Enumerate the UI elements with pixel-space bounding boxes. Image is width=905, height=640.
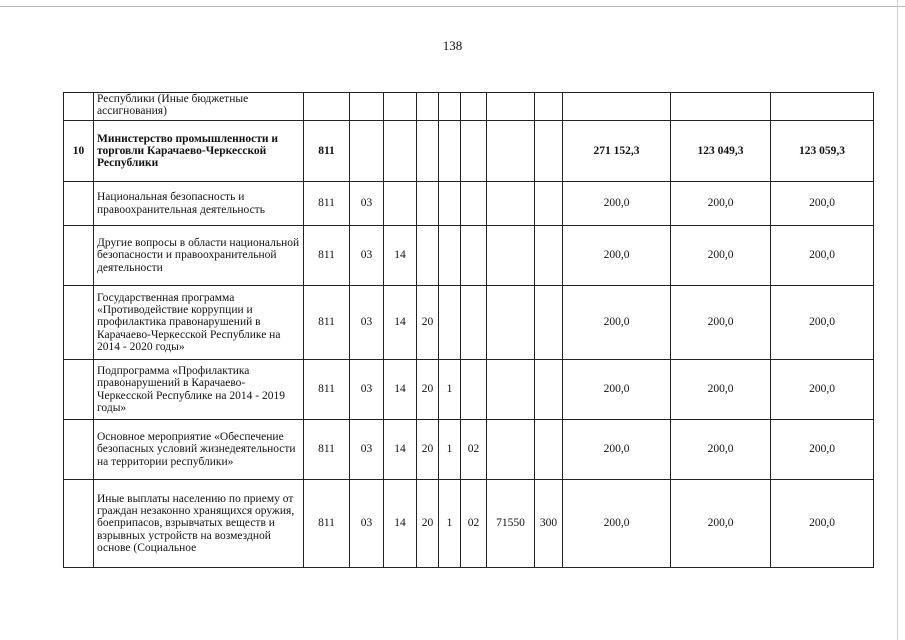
- main-activity-code-cell: 02: [461, 420, 487, 480]
- expense-type-cell: [535, 182, 563, 226]
- subprogram-code-cell: [439, 286, 461, 360]
- amount-year1-cell: 200,0: [563, 226, 671, 286]
- amount-year3-cell: 200,0: [771, 226, 874, 286]
- table-row: [64, 286, 874, 360]
- direction-code-cell: [487, 93, 535, 121]
- main-activity-code-cell: [461, 121, 487, 182]
- direction-code-cell: [487, 360, 535, 420]
- row-number-cell: 10: [64, 121, 94, 182]
- table-row: [64, 226, 874, 286]
- ministry-code-cell: 811: [304, 226, 350, 286]
- subsection-code-cell: 14: [384, 360, 417, 420]
- amount-year1-cell: 200,0: [563, 420, 671, 480]
- ministry-code-cell: 811: [304, 182, 350, 226]
- amount-year1-cell: 200,0: [563, 286, 671, 360]
- ministry-code-cell: [304, 93, 350, 121]
- program-code-cell: [417, 93, 439, 121]
- expense-type-cell: [535, 360, 563, 420]
- subprogram-code-cell: 1: [439, 360, 461, 420]
- subsection-code-cell: [384, 93, 417, 121]
- program-code-cell: [417, 182, 439, 226]
- main-activity-code-cell: [461, 226, 487, 286]
- amount-year3-cell: 200,0: [771, 480, 874, 568]
- row-number-cell: [64, 360, 94, 420]
- amount-year1-cell: 200,0: [563, 182, 671, 226]
- subsection-code-cell: [384, 182, 417, 226]
- direction-code-cell: [487, 286, 535, 360]
- row-number-cell: [64, 93, 94, 121]
- main-activity-code-cell: [461, 360, 487, 420]
- amount-year3-cell: 123 059,3: [771, 121, 874, 182]
- row-name-cell: Другие вопросы в области национальной безопасности и правоохранительной деятельности: [94, 226, 304, 286]
- row-name-cell: Основное мероприятие «Обеспечение безопасных условий жизнедеятельности на территории республики»: [94, 420, 304, 480]
- main-activity-code-cell: [461, 286, 487, 360]
- row-name-cell: Министерство промышленности и торговли Карачаево-Черкесской Республики: [94, 121, 304, 182]
- amount-year2-cell: 200,0: [671, 360, 771, 420]
- ministry-code-cell: 811: [304, 480, 350, 568]
- section-code-cell: 03: [350, 286, 384, 360]
- amount-year1-cell: 200,0: [563, 480, 671, 568]
- subsection-code-cell: [384, 121, 417, 182]
- row-number-cell: [64, 226, 94, 286]
- scan-page-edge: [897, 0, 898, 640]
- expense-type-cell: [535, 286, 563, 360]
- row-name-cell: Республики (Иные бюджетные ассигнования): [94, 93, 304, 121]
- section-code-cell: 03: [350, 182, 384, 226]
- amount-year3-cell: 200,0: [771, 360, 874, 420]
- section-code-cell: 03: [350, 360, 384, 420]
- ministry-code-cell: 811: [304, 121, 350, 182]
- subprogram-code-cell: 1: [439, 480, 461, 568]
- amount-year2-cell: 200,0: [671, 226, 771, 286]
- program-code-cell: [417, 226, 439, 286]
- amount-year3-cell: 200,0: [771, 182, 874, 226]
- table-row: [64, 420, 874, 480]
- amount-year2-cell: 200,0: [671, 420, 771, 480]
- direction-code-cell: [487, 121, 535, 182]
- direction-code-cell: 71550: [487, 480, 535, 568]
- scan-edge-line: [0, 6, 905, 7]
- amount-year3-cell: 200,0: [771, 286, 874, 360]
- ministry-code-cell: 811: [304, 420, 350, 480]
- main-activity-code-cell: [461, 93, 487, 121]
- expense-type-cell: [535, 226, 563, 286]
- direction-code-cell: [487, 182, 535, 226]
- direction-code-cell: [487, 420, 535, 480]
- row-number-cell: [64, 420, 94, 480]
- direction-code-cell: [487, 226, 535, 286]
- subprogram-code-cell: 1: [439, 420, 461, 480]
- row-number-cell: [64, 182, 94, 226]
- amount-year2-cell: 200,0: [671, 480, 771, 568]
- table-row: [64, 93, 874, 121]
- program-code-cell: 20: [417, 286, 439, 360]
- subprogram-code-cell: [439, 121, 461, 182]
- section-code-cell: [350, 93, 384, 121]
- page-number: 138: [442, 38, 463, 53]
- amount-year2-cell: 200,0: [671, 286, 771, 360]
- program-code-cell: 20: [417, 360, 439, 420]
- subsection-code-cell: 14: [384, 420, 417, 480]
- expense-type-cell: [535, 420, 563, 480]
- main-activity-code-cell: [461, 182, 487, 226]
- table-row: [64, 182, 874, 226]
- amount-year3-cell: [771, 93, 874, 121]
- main-activity-code-cell: 02: [461, 480, 487, 568]
- program-code-cell: [417, 121, 439, 182]
- amount-year1-cell: 271 152,3: [563, 121, 671, 182]
- amount-year2-cell: 123 049,3: [671, 121, 771, 182]
- section-code-cell: [350, 121, 384, 182]
- ministry-code-cell: 811: [304, 360, 350, 420]
- amount-year3-cell: 200,0: [771, 420, 874, 480]
- row-name-cell: Иные выплаты населению по приему от граждан незаконно хранящихся оружия, боеприпасов, взрывчатых веществ и взрывных устройств на возмездной основе (Социальное: [94, 480, 304, 568]
- expense-type-cell: [535, 121, 563, 182]
- expense-type-cell: [535, 93, 563, 121]
- amount-year2-cell: 200,0: [671, 182, 771, 226]
- amount-year2-cell: [671, 93, 771, 121]
- row-number-cell: [64, 286, 94, 360]
- subsection-code-cell: 14: [384, 226, 417, 286]
- row-name-cell: Национальная безопасность и правоохранительная деятельность: [94, 182, 304, 226]
- program-code-cell: 20: [417, 480, 439, 568]
- program-code-cell: 20: [417, 420, 439, 480]
- amount-year1-cell: 200,0: [563, 360, 671, 420]
- section-code-cell: 03: [350, 480, 384, 568]
- subsection-code-cell: 14: [384, 480, 417, 568]
- row-number-cell: [64, 480, 94, 568]
- budget-table: [63, 92, 874, 568]
- amount-year1-cell: [563, 93, 671, 121]
- subprogram-code-cell: [439, 226, 461, 286]
- section-code-cell: 03: [350, 420, 384, 480]
- expense-type-cell: 300: [535, 480, 563, 568]
- row-name-cell: Государственная программа «Противодействие коррупции и профилактика правонарушений в Карачаево-Черкесской Республике на 2014 - 2020 годы»: [94, 286, 304, 360]
- table-row: [64, 360, 874, 420]
- subprogram-code-cell: [439, 182, 461, 226]
- section-code-cell: 03: [350, 226, 384, 286]
- row-name-cell: Подпрограмма «Профилактика правонарушений в Карачаево-Черкесской Республике на 2014 - 2019 годы»: [94, 360, 304, 420]
- table-row: [64, 121, 874, 182]
- subprogram-code-cell: [439, 93, 461, 121]
- subsection-code-cell: 14: [384, 286, 417, 360]
- table-row: [64, 480, 874, 568]
- ministry-code-cell: 811: [304, 286, 350, 360]
